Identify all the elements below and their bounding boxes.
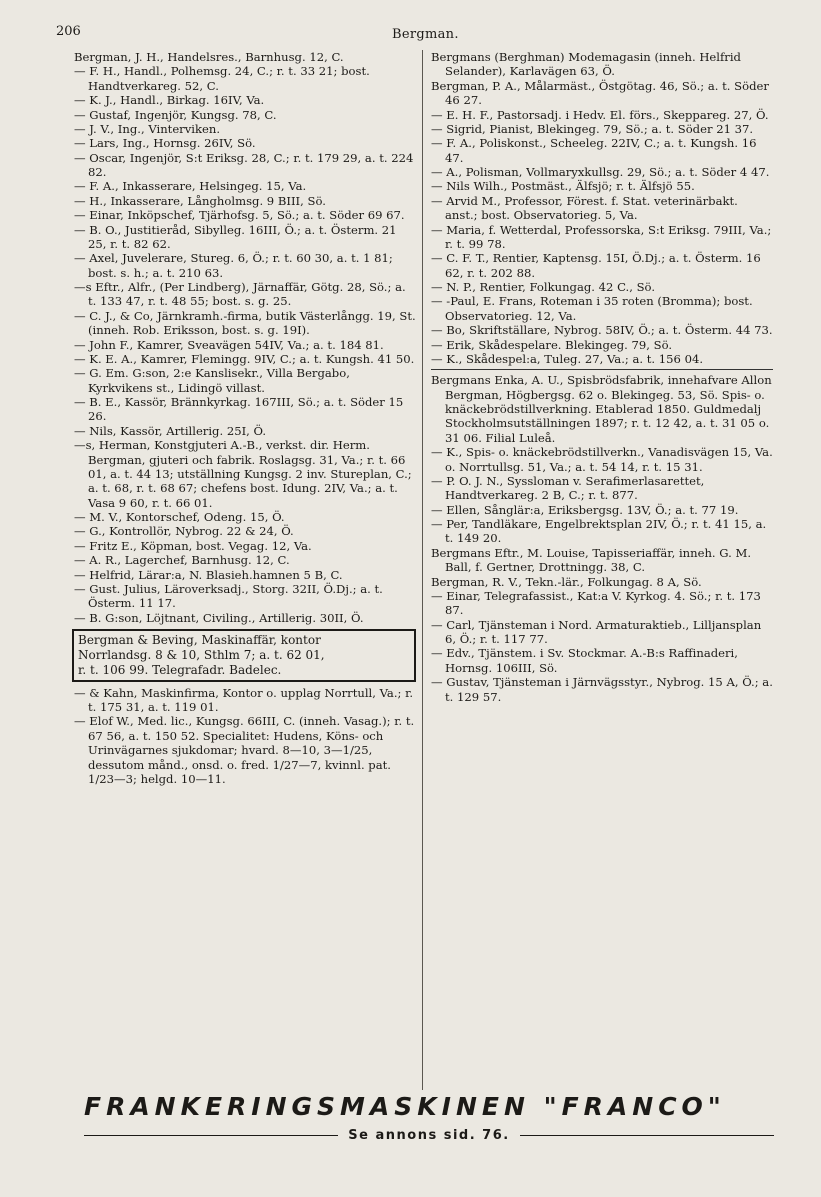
directory-entry: Bergmans Enka, A. U., Spisbrödsfabrik, innehafvare Allon Bergman, Högbergsg. 62 o. Blekingeg. 53, Sö. Spis- o. knäckebrödstillverkning. Etablerad 1850. Guldmedalj Stockholmsutställningen 1897; r. t. 12 42, a. t. 31 05 o. 31 06. Filial Luleå.: [431, 373, 772, 445]
directory-entry: — Arvid M., Professor, Förest. f. Stat. veterinärbakt. anst.; bost. Observatorieg. 5, Va.: [431, 193, 738, 223]
directory-entry: — Edv., Tjänstem. i Sv. Stockmar. A.-B:s Raffinaderi, Hornsg. 106III, Sö.: [431, 646, 738, 675]
left-entries-after: [74, 686, 416, 787]
directory-entry: — A., Polisman, Vollmaryxkullsg. 29, Sö.; a. t. Söder 4 47.: [431, 165, 770, 179]
directory-entry: — K. J., Handl., Birkag. 16IV, Va.: [74, 93, 265, 108]
advert-box-bergman-beving: [72, 629, 416, 682]
directory-entry: — B. G:son, Löjtnant, Civiling., Artillerig. 30II, Ö.: [74, 610, 364, 625]
directory-entry: Bergmans (Berghman) Modemagasin (inneh. Helfrid Selander), Karlavägen 63, Ö.: [431, 50, 741, 79]
directory-entry: — & Kahn, Maskinfirma, Kontor o. upplag Norrtull, Va.; r. t. 175 31, a. t. 119 01.: [74, 685, 414, 714]
directory-entry: — Bo, Skriftställare, Nybrog. 58IV, Ö.; a. t. Österm. 44 73.: [431, 323, 773, 338]
right-entries-after: [431, 373, 773, 704]
directory-entry: — C. J., & Co, Järnkramh.-firma, butik Västerlångg. 19, St. (inneh. Rob. Eriksson, bost. s. g. 19I).: [74, 308, 416, 338]
directory-entry: Bergman, R. V., Tekn.-lär., Folkungag. 8 A, Sö.: [431, 574, 702, 589]
directory-entry: — F. H., Handl., Polhemsg. 24, C.; r. t. 33 21; bost. Handtverkareg. 52, C.: [74, 64, 370, 93]
directory-entry: — Nils Wilh., Postmäst., Älfsjö; r. t. Älfsjö 55.: [431, 179, 695, 194]
directory-entry: — Gust. Julius, Läroverksadj., Storg. 32II, Ö.Dj.; a. t. Österm. 11 17.: [74, 581, 383, 611]
directory-entry: — M. V., Kontorschef, Odeng. 15, Ö.: [74, 510, 285, 524]
directory-entry: — Maria, f. Wetterdal, Professorska, S:t Eriksg. 79III, Va.; r. t. 99 78.: [431, 222, 772, 251]
directory-entry: — P. O. J. N., Syssloman v. Serafimerlasarettet, Handtverkareg. 2 B, C.; r. t. 877.: [431, 473, 705, 503]
advert-line: r. t. 106 99. Telegrafadr. Badelec.: [78, 662, 282, 677]
directory-entry: — K., Skådespel:a, Tuleg. 27, Va.; a. t. 156 04.: [431, 351, 704, 366]
directory-entry: — E. H. F., Pastorsadj. i Hedv. El. förs., Skeppareg. 27, Ö.: [431, 107, 769, 122]
running-head: Bergman.: [392, 27, 459, 42]
directory-entry: — Fritz E., Köpman, bost. Vegag. 12, Va.: [74, 538, 312, 553]
directory-entry: — Einar, Inköpschef, Tjärhofsg. 5, Sö.; a. t. Söder 69 67.: [74, 208, 405, 223]
left-entries: [74, 50, 416, 625]
page-header: [56, 22, 773, 50]
directory-entry: — N. P., Rentier, Folkungag. 42 C., Sö.: [431, 280, 656, 294]
directory-entry: Bergmans Eftr., M. Louise, Tapisseriaffär, inneh. G. M. Ball, f. Gertner, Drottningg. 38, C.: [431, 545, 752, 575]
footer-rule-right: [520, 1135, 774, 1136]
directory-entry: — K. E. A., Kamrer, Flemingg. 9IV, C.; a. t. Kungsh. 41 50.: [74, 351, 415, 366]
directory-entry: — Axel, Juvelerare, Stureg. 6, Ö.; r. t. 60 30, a. t. 1 81; bost. s. h.; a. t. 210 63.: [74, 251, 393, 280]
directory-entry: — Lars, Ing., Hornsg. 26IV, Sö.: [74, 136, 256, 151]
page-number: 206: [56, 24, 81, 39]
directory-entry: — A. R., Lagerchef, Barnhusg. 12, C.: [74, 553, 290, 568]
directory-entry: — Ellen, Sånglär:a, Eriksbergsg. 13V, Ö.; a. t. 77 19.: [431, 502, 739, 517]
advert-line: Norrlandsg. 8 & 10, Sthlm 7; a. t. 62 01,: [78, 647, 325, 662]
footer-reference: [84, 1128, 774, 1143]
directory-entry: — H., Inkasserare, Långholmsg. 9 BIII, Sö.: [74, 193, 326, 208]
footer-banner: FRANKERINGSMASKINEN "FRANCO": [84, 1092, 726, 1121]
directory-entry: — Helfrid, Lärar:a, N. Blasieh.hamnen 5 B, C.: [74, 567, 343, 582]
footer-rule-left: [84, 1135, 338, 1136]
right-entries: [431, 50, 773, 366]
directory-entry: — Sigrid, Pianist, Blekingeg. 79, Sö.; a. t. Söder 21 37.: [431, 121, 754, 136]
directory-entry: — Per, Tandläkare, Engelbrektsplan 2IV, Ö.; r. t. 41 15, a. t. 149 20.: [431, 517, 767, 546]
directory-entry: — Nils, Kassör, Artillerig. 25I, Ö.: [74, 423, 267, 438]
right-column: [431, 50, 773, 1090]
directory-entry: — -Paul, E. Frans, Roteman i 35 roten (Bromma); bost. Observatorieg. 12, Va.: [431, 294, 753, 323]
directory-entry: — Carl, Tjänsteman i Nord. Armaturaktieb., Lilljansplan 6, Ö.; r. t. 117 77.: [431, 617, 762, 646]
directory-entry: — B. O., Justitieråd, Sibylleg. 16III, Ö.; a. t. Österm. 21 25, r. t. 82 62.: [74, 222, 397, 251]
footer-reference-text: Se annons sid. 76.: [348, 1128, 510, 1143]
divider: [431, 369, 773, 370]
directory-entry: — Elof W., Med. lic., Kungsg. 66III, C. (inneh. Vasag.); r. t. 67 56, a. t. 150 52. Specialitet: Hudens, Köns- och Urinvägarnes sjukdomar; hvard. 8—10, 3—1/25, dessutom månd., onsd. o. fred. 1/27—7, kvinnl. pat. 1/23—3; helgd. 10—11.: [74, 714, 415, 786]
directory-entry: — J. V., Ing., Vinterviken.: [74, 121, 221, 136]
directory-entry: —s, Herman, Konstgjuteri A.-B., verkst. dir. Herm. Bergman, gjuteri och fabrik. Roslagsg. 31, Va.; r. t. 66 01, a. t. 44 13; utställning Kungsg. 2 inv. Stureplan, C.; a. t. 68, r. t. 68 67; chefens bost. Idung. 2IV, Va.; a. t. Vasa 9 60, r. t. 66 01.: [74, 438, 412, 510]
directory-entry: — Gustaf, Ingenjör, Kungsg. 78, C.: [74, 107, 277, 122]
columns: [74, 50, 773, 1090]
directory-entry: — G., Kontrollör, Nybrog. 22 & 24, Ö.: [74, 524, 294, 539]
advert-line: Bergman & Beving, Maskinaffär, kontor: [78, 633, 321, 647]
directory-entry: — B. E., Kassör, Brännkyrkag. 167III, Sö.; a. t. Söder 15 26.: [74, 395, 404, 424]
directory-entry: —s Eftr., Alfr., (Per Lindberg), Järnaffär, Götg. 28, Sö.; a. t. 133 47, r. t. 48 55; bost. s. g. 25.: [74, 280, 406, 309]
directory-entry: — Oscar, Ingenjör, S:t Eriksg. 28, C.; r. t. 179 29, a. t. 224 82.: [74, 150, 414, 179]
left-column: [74, 50, 423, 1090]
directory-entry: Bergman, J. H., Handelsres., Barnhusg. 12, C.: [74, 50, 344, 64]
directory-entry: — F. A., Inkasserare, Helsingeg. 15, Va.: [74, 179, 307, 194]
directory-entry: — Einar, Telegrafassist., Kat:a V. Kyrkog. 4. Sö.; r. t. 173 87.: [431, 588, 761, 618]
directory-entry: — K., Spis- o. knäckebrödstillverkn., Vanadisvägen 15, Va. o. Norrtullsg. 51, Va.; a. t. 54 14, r. t. 15 31.: [431, 445, 773, 474]
directory-entry: — F. A., Poliskonst., Scheeleg. 22IV, C.; a. t. Kungsh. 16 47.: [431, 136, 757, 165]
directory-entry: — C. F. T., Rentier, Kaptensg. 15I, Ö.Dj.; a. t. Österm. 16 62, r. t. 202 88.: [431, 251, 761, 280]
directory-entry: — Gustav, Tjänsteman i Järnvägsstyr., Nybrog. 15 A, Ö.; a. t. 129 57.: [431, 675, 773, 704]
directory-entry: — Erik, Skådespelare. Blekingeg. 79, Sö.: [431, 337, 673, 352]
directory-entry: — John F., Kamrer, Sveavägen 54IV, Va.; a. t. 184 81.: [74, 337, 384, 352]
directory-entry: Bergman, P. A., Målarmäst., Östgötag. 46, Sö.; a. t. Söder 46 27.: [431, 78, 769, 108]
directory-entry: — G. Em. G:son, 2:e Kanslisekr., Villa Bergabo, Kyrkvikens st., Lidingö villast.: [74, 366, 350, 395]
